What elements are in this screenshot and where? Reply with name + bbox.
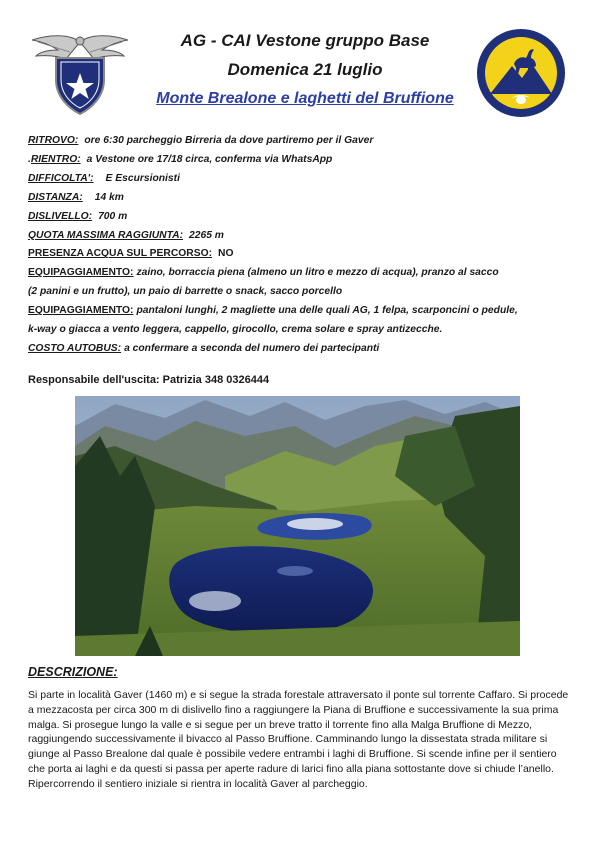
title-group: AG - CAI Vestone gruppo Base: [180, 31, 430, 50]
equip1-value-b: (2 panini e un frutto), un paio di barrette o snack, sacco porcello: [28, 286, 343, 298]
equip1-label: EQUIPAGGIAMENTO:: [28, 267, 134, 279]
distanza-value: 14 km: [94, 191, 124, 203]
title-destination: Monte Brealone e laghetti del Bruffione: [156, 90, 454, 107]
lake-photo: [75, 396, 520, 656]
info-dislivello: [28, 208, 573, 227]
info-rientro: [28, 151, 573, 170]
quota-value: 2265 m: [189, 229, 224, 241]
equip1-value-a: zaino, borraccia piena (almeno un litro e mezzo di acqua), pranzo al sacco: [136, 267, 499, 279]
info-difficolta: [28, 170, 573, 189]
acqua-label: PRESENZA ACQUA SUL PERCORSO:: [28, 248, 213, 260]
rientro-prefix: .: [28, 153, 31, 165]
trip-info: [28, 132, 573, 359]
description-text: Si parte in località Gaver (1460 m) e si segue la strada forestale attraversato il ponte sul torrente Caffaro. Si procede a mezzacosta per circa 300 m di dislivello fino a raggiungere la Piana di Bruffione e successivamente la sua prima malga. Si prosegue lungo la valle e si segue per un breve tratto il torrente fino alla Malga Bruffione di Mezzo, raggiungendo successivamente il bivacco al Passo Bruffione. Camminando lungo la dissestata strada militare si giunge al Passo Brealone dal quale è possibile vedere entrambi i laghi di Bruffione. Si scende infine per il sentiero che porta ai laghi e da questi si passa per aperte radure di larici fino alla piana sottostante dove si chiude l’anello. Ripercorrendo il sentiero iniziale si rientra in località Gaver al parcheggio.: [28, 689, 569, 790]
info-distanza: [28, 189, 573, 208]
cai-logo: [30, 28, 130, 118]
info-acqua: [28, 245, 573, 264]
equip2-label: EQUIPAGGIAMENTO:: [28, 305, 134, 317]
acqua-value: NO: [218, 248, 234, 260]
rientro-label: RIENTRO:: [30, 153, 81, 165]
difficolta-value: E Escursionisti: [105, 172, 180, 184]
ritrovo-label: RITROVO:: [28, 135, 79, 146]
distanza-label: DISTANZA:: [28, 191, 83, 203]
info-equipaggiamento-2: [28, 302, 573, 321]
header: [0, 0, 595, 125]
dislivello-label: DISLIVELLO:: [28, 210, 93, 222]
info-equipaggiamento-1: [28, 264, 573, 283]
title-block: [140, 26, 470, 114]
equip2-value-b: k-way o giacca a vento leggera, cappello, girocollo, crema solare e spray antizecche.: [28, 324, 443, 336]
info-quota: [28, 227, 573, 246]
info-equipaggiamento-2-cont: [28, 321, 573, 340]
equip2-value-a: pantaloni lunghi, 2 magliette una delle quali AG, 1 felpa, scarponcini o pedule,: [136, 305, 518, 317]
title-date: Domenica 21 luglio: [227, 60, 383, 79]
costo-value: a confermare a seconda del numero dei partecipanti: [124, 342, 380, 354]
ritrovo-value: ore 6:30 parcheggio Birreria da dove partiremo per il Gaver: [84, 135, 374, 146]
alpinismo-giovanile-logo: [476, 28, 566, 118]
responsabile: Responsabile dell'uscita: Patrizia 348 0326444: [28, 374, 270, 386]
dislivello-value: 700 m: [98, 210, 128, 222]
costo-label: COSTO AUTOBUS:: [28, 342, 122, 354]
info-equipaggiamento-1-cont: [28, 283, 573, 302]
description-title: DESCRIZIONE:: [28, 665, 118, 679]
info-costo: [28, 340, 573, 359]
quota-label: QUOTA MASSIMA RAGGIUNTA:: [28, 229, 184, 241]
info-ritrovo: [28, 132, 573, 151]
rientro-value: a Vestone ore 17/18 circa, conferma via WhatsApp: [86, 153, 333, 165]
difficolta-label: DIFFICOLTA':: [28, 172, 94, 184]
